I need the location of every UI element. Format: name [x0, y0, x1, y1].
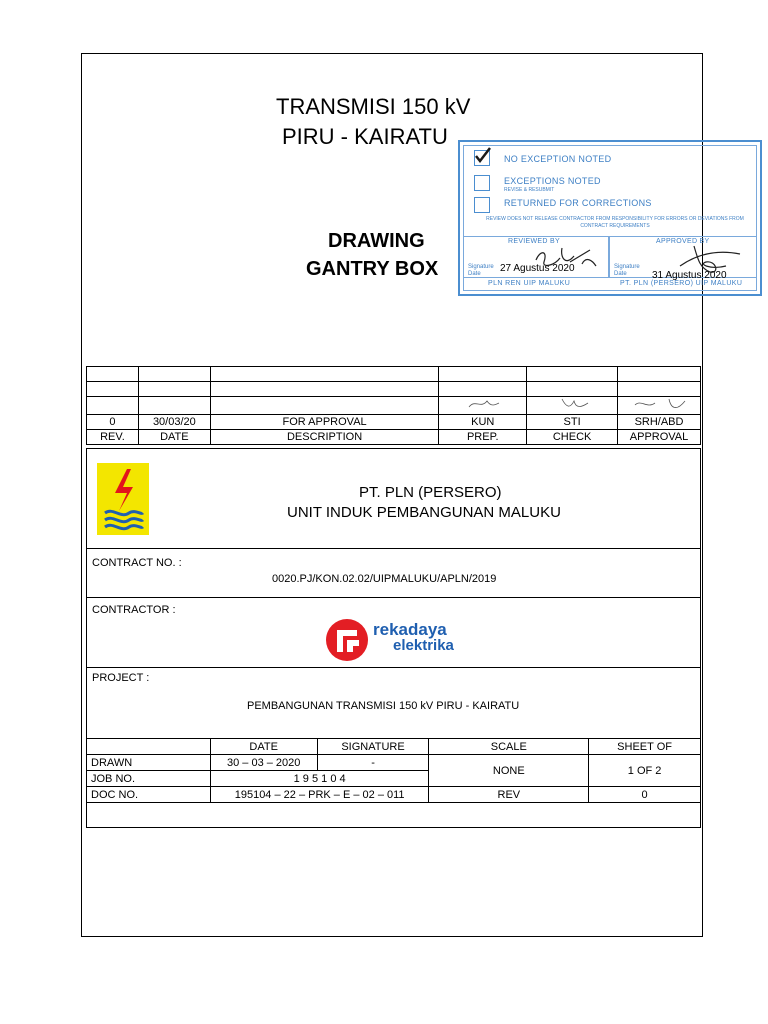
approved-by-label: APPROVED BY [656, 238, 710, 245]
rev-date: 30/03/20 [138, 415, 210, 430]
job-number: 1 9 5 1 0 4 [210, 771, 429, 787]
revision-empty-row [87, 382, 701, 397]
header-approval: APPROVAL [618, 430, 701, 445]
pln-logo-graphic [97, 463, 149, 535]
approval-signature [629, 397, 689, 411]
rev-number: 0 [87, 415, 139, 430]
reviewed-by-label: REVIEWED BY [508, 238, 560, 245]
option-exceptions-sub: REVISE & RESUBMIT [504, 187, 555, 193]
drawing-label: DRAWING [328, 230, 425, 252]
reviewed-org: PLN REN UIP MALUKU [488, 280, 571, 287]
header-date: DATE [210, 739, 317, 755]
checkbox-no-exception [474, 150, 490, 166]
project-name: PEMBANGUNAN TRANSMISI 150 kV PIRU - KAIRATU [247, 700, 520, 712]
title-line-1: TRANSMISI 150 kV [276, 94, 471, 119]
rev-description: FOR APPROVAL [210, 415, 439, 430]
rekadaya-logo-text: rekadaya [373, 620, 447, 639]
approved-org: PT. PLN (PERSERO) UIP MALUKU [620, 280, 743, 287]
header-date: DATE [138, 430, 210, 445]
doc-label: DOC NO. [87, 787, 211, 803]
contract-number: 0020.PJ/KON.02.02/UIPMALUKU/APLN/2019 [272, 573, 497, 585]
header-scale: SCALE [429, 739, 589, 755]
reviewed-signature-label: Signature [468, 264, 494, 270]
rev-approval: SRH/ABD [618, 415, 701, 430]
contract-label: CONTRACT NO. : [92, 557, 182, 569]
revision-signature-row [87, 397, 701, 415]
info-header-row [87, 739, 701, 755]
header-check: CHECK [527, 430, 618, 445]
document-info-table [86, 738, 701, 803]
check-signature [552, 397, 592, 411]
stamp-note: REVIEW DOES NOT RELEASE CONTRACTOR FROM RESPONSIBILITY FOR ERRORS OR DEVIATIONS FROM CONTRACT REQUIREMENTS [486, 216, 744, 229]
header-prep: PREP. [439, 430, 527, 445]
checkbox-returned [474, 197, 490, 213]
checkbox-exceptions-noted [474, 175, 490, 191]
option-exceptions-noted: EXCEPTIONS NOTED [504, 176, 601, 186]
option-no-exception: NO EXCEPTION NOTED [504, 154, 612, 164]
revision-empty-row [87, 367, 701, 382]
pln-logo [97, 463, 149, 535]
approved-signature-label: Signature [614, 264, 640, 270]
header-rev: REV. [87, 430, 139, 445]
doc-row [87, 787, 701, 803]
elektrika-logo-text: elektrika [393, 637, 454, 654]
approved-date: 31 Agustus 2020 [652, 270, 727, 281]
divider [86, 667, 701, 668]
header-description: DESCRIPTION [210, 430, 439, 445]
reviewed-date: 27 Agustus 2020 [500, 263, 575, 274]
doc-number: 195104 – 22 – PRK – E – 02 – 011 [210, 787, 429, 803]
drawn-date: 30 – 03 – 2020 [210, 755, 317, 771]
contractor-label: CONTRACTOR : [92, 604, 176, 616]
scale-value: NONE [429, 755, 589, 787]
approved-date-label: Date [614, 271, 627, 277]
revision-row [87, 415, 701, 430]
divider [86, 597, 701, 598]
drawing-name: GANTRY BOX [306, 258, 439, 280]
rev-value: 0 [589, 787, 701, 803]
header-sheet: SHEET OF [589, 739, 701, 755]
drawn-label: DRAWN [87, 755, 211, 771]
prep-signature [463, 397, 503, 411]
revision-table [86, 366, 701, 445]
job-label: JOB NO. [87, 771, 211, 787]
divider [86, 548, 701, 549]
drawn-signature: - [317, 755, 429, 771]
approval-stamp [458, 140, 762, 296]
rev-label: REV [429, 787, 589, 803]
sheet-value: 1 OF 2 [589, 755, 701, 787]
option-returned: RETURNED FOR CORRECTIONS [504, 198, 652, 208]
project-label: PROJECT : [92, 672, 150, 684]
rev-prep: KUN [439, 415, 527, 430]
header-signature: SIGNATURE [317, 739, 429, 755]
company-unit: UNIT INDUK PEMBANGUNAN MALUKU [287, 504, 561, 521]
drawn-row [87, 755, 701, 771]
rekadaya-logo-icon [325, 618, 369, 662]
revision-header-row [87, 430, 701, 445]
company-name: PT. PLN (PERSERO) [359, 484, 502, 501]
check-icon [474, 147, 492, 163]
rev-check: STI [527, 415, 618, 430]
title-line-2: PIRU - KAIRATU [282, 124, 448, 149]
reviewed-date-label: Date [468, 271, 481, 277]
